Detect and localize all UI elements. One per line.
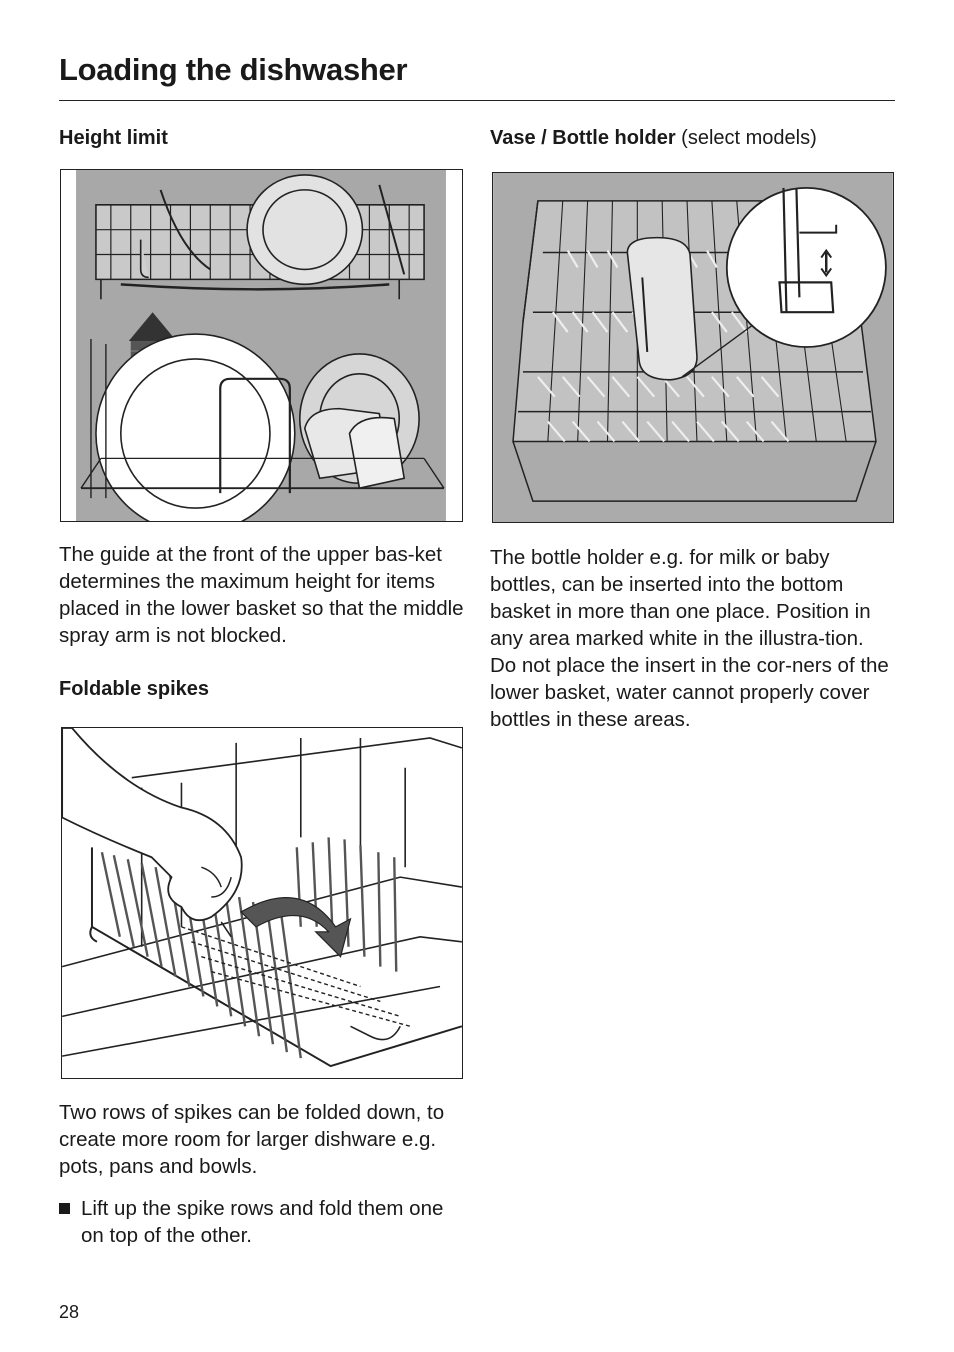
instruction-text: Lift up the spike rows and fold them one on top of the other. [81, 1197, 444, 1247]
page-title: Loading the dishwasher [59, 52, 408, 87]
foldable-spikes-text: Two rows of spikes can be folded down, to create more room for larger dishware e.g. pots, pans and bowls. [59, 1101, 445, 1178]
height-limit-illustration [60, 169, 463, 522]
foldable-spikes-illustration [61, 727, 463, 1079]
bottle-holder-heading [490, 127, 817, 150]
bottle-holder-heading-note: (select models) [681, 127, 817, 149]
square-bullet-icon [59, 1203, 70, 1214]
bottle-holder-illustration [492, 172, 894, 523]
height-limit-heading: Height limit [59, 127, 168, 149]
foldable-spikes-heading: Foldable spikes [59, 678, 210, 700]
foldable-spikes-instruction [59, 1195, 459, 1249]
bottle-holder-heading-text: Vase / Bottle holder [490, 127, 676, 149]
height-limit-text: The guide at the front of the upper bas-ket determines the maximum height for items placed in the lower basket so that the middle spray arm is not blocked. [59, 543, 464, 647]
page-number: 28 [59, 1302, 80, 1322]
bottle-holder-text: The bottle holder e.g. for milk or baby bottles, can be inserted into the bottom basket in more than one place. Position in any area marked white in the illustra-tion. Do not place the insert in the cor-ners of the lower basket, water cannot properly cover bottles in these areas. [490, 546, 889, 731]
title-divider [59, 100, 895, 101]
